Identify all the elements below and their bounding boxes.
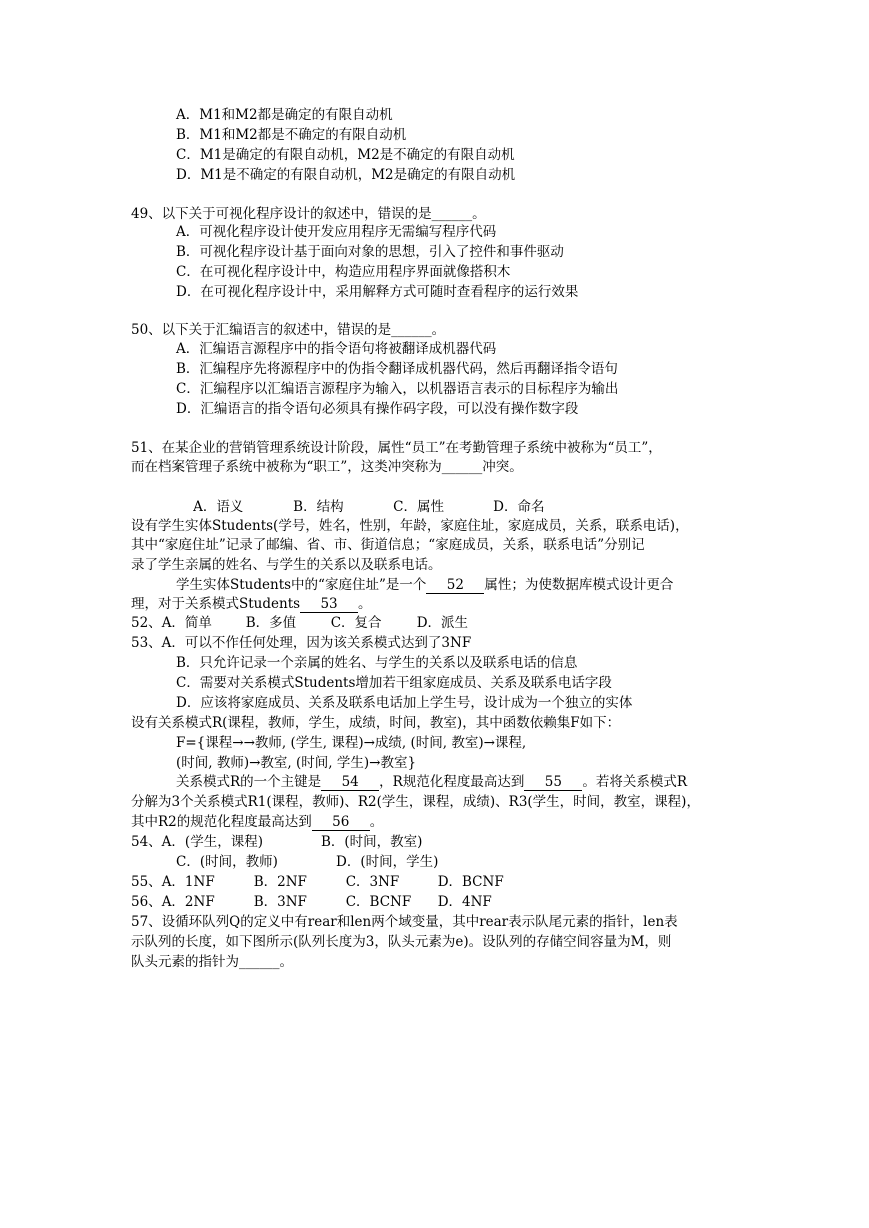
q56-option-d: D．4NF xyxy=(437,894,492,910)
q54-row2 xyxy=(176,852,438,872)
relation-line3-mid: ，R规范化程度最高达到 xyxy=(379,774,525,790)
blank-54: 54 xyxy=(321,774,379,791)
q54-option-b: B．(时间，教室) xyxy=(321,834,423,850)
q56-row xyxy=(131,892,492,912)
q56-label: 56、 xyxy=(131,894,162,910)
q56-option-c: C．BCNF xyxy=(345,894,412,910)
blank-53: 53 xyxy=(300,596,358,613)
q54-option-a: 54、A．(学生，课程) xyxy=(131,834,263,850)
students-line4-text: 学生实体Students中的“家庭住址”是一个 xyxy=(176,577,427,593)
relation-line4: 分解为3个关系模式R1(课程，教师)、R2(学生，课程，成绩)、R3(学生，时间，教室，课程)， xyxy=(131,794,700,810)
students-line4-rest: 属性；为使数据库模式设计更合 xyxy=(484,577,674,593)
q51-option-c: C．属性 xyxy=(393,499,445,515)
q51-option-b: B．结构 xyxy=(293,499,344,515)
relation-line3-text: 关系模式R的一个主键是 xyxy=(176,774,322,790)
q49-stem: 49、以下关于可视化程序设计的叙述中，错误的是______。 xyxy=(131,206,486,222)
q51-option-d: D．命名 xyxy=(493,499,545,515)
relation-line5-rest: 。 xyxy=(369,814,384,830)
q57-line1: 57、设循环队列Q的定义中有rear和len两个域变量，其中rear表示队尾元素的指针，len表 xyxy=(131,914,678,930)
q48-option-b: B．M1和M2都是不确定的有限自动机 xyxy=(176,127,407,143)
q51-stem-line1: 51、在某企业的营销管理系统设计阶段，属性“员工”在考勤管理子系统中被称为“员工”， xyxy=(131,440,662,456)
q48-option-a: A．M1和M2都是确定的有限自动机 xyxy=(176,107,393,123)
q55-option-b: B．2NF xyxy=(253,874,307,890)
students-line5-rest: 。 xyxy=(358,596,372,612)
q57-line3: 队头元素的指针为______。 xyxy=(131,954,293,970)
q48-option-d: D．M1是不确定的有限自动机，M2是确定的有限自动机 xyxy=(176,167,516,183)
students-line2: 其中“家庭住址”记录了邮编、省、市、街道信息；“家庭成员，关系，联系电话”分别记 xyxy=(131,537,645,553)
q49-option-c: C．在可视化程序设计中，构造应用程序界面就像搭积木 xyxy=(176,264,511,280)
q52-row xyxy=(131,613,468,633)
q48-option-c: C．M1是确定的有限自动机，M2是不确定的有限自动机 xyxy=(176,147,515,163)
students-line5-text: 理，对于关系模式Students xyxy=(131,596,301,612)
q55-option-a: A．1NF xyxy=(161,874,215,890)
relation-fd-line1: F={课程→→教师, (学生, 课程)→成绩, (时间, 教室)→课程, xyxy=(176,735,527,751)
q51-option-a: A．语义 xyxy=(193,499,244,515)
q55-label: 55、 xyxy=(131,874,162,890)
q53-option-d: D．应该将家庭成员、关系及联系电话加上学生号，设计成为一个独立的实体 xyxy=(176,695,633,711)
relation-line3-rest: 。若将关系模式R xyxy=(582,774,688,790)
blank-52: 52 xyxy=(426,577,484,594)
students-line3: 录了学生亲属的姓名、与学生的关系以及联系电话。 xyxy=(131,557,442,573)
blank-56: 56 xyxy=(312,814,370,831)
students-line4 xyxy=(176,575,673,595)
q54-row1 xyxy=(131,832,422,852)
q51-stem-line2: 而在档案管理子系统中被称为“职工”，这类冲突称为______冲突。 xyxy=(131,459,523,475)
q52-option-d: D．派生 xyxy=(416,615,469,631)
relation-line1: 设有关系模式R(课程，教师，学生，成绩，时间，教室)，其中函数依赖集F如下： xyxy=(131,715,621,731)
q50-option-d: D．汇编语言的指令语句必须具有操作码字段，可以没有操作数字段 xyxy=(176,401,579,417)
students-line5 xyxy=(131,594,372,614)
relation-line5 xyxy=(131,812,383,832)
q56-option-a: A．2NF xyxy=(161,894,215,910)
q54-option-c: C．(时间，教师) xyxy=(176,854,278,870)
q50-option-b: B．汇编程序先将源程序中的伪指令翻译成机器代码，然后再翻译指令语句 xyxy=(176,361,618,377)
q53-option-a: 53、A．可以不作任何处理，因为该关系模式达到了3NF xyxy=(131,635,472,651)
q53-option-b: B．只允许记录一个亲属的姓名、与学生的关系以及联系电话的信息 xyxy=(176,655,578,671)
students-line1: 设有学生实体Students(学号，姓名，性别，年龄，家庭住址，家庭成员，关系，联系电话)， xyxy=(131,518,689,534)
q52-option-a: A．简单 xyxy=(161,615,212,631)
relation-fd-line2: (时间, 教师)→教室, (时间, 学生)→教室} xyxy=(176,755,417,771)
q50-stem: 50、以下关于汇编语言的叙述中，错误的是______。 xyxy=(131,322,446,338)
q52-label: 52、 xyxy=(131,615,162,631)
q49-option-a: A．可视化程序设计使开发应用程序无需编写程序代码 xyxy=(176,224,497,240)
q49-option-d: D．在可视化程序设计中，采用解释方式可随时查看程序的运行效果 xyxy=(176,284,579,300)
q50-option-c: C．汇编程序以汇编语言源程序为输入，以机器语言表示的目标程序为输出 xyxy=(176,381,619,397)
q54-option-d: D．(时间，学生) xyxy=(336,854,439,870)
q57-line2: 示队列的长度，如下图所示(队列长度为3，队头元素为e)。设队列的存储空间容量为M，则 xyxy=(131,934,672,950)
q49-option-b: B．可视化程序设计基于面向对象的思想，引入了控件和事件驱动 xyxy=(176,244,564,260)
q55-row xyxy=(131,872,504,892)
q52-option-b: B．多值 xyxy=(245,615,297,631)
blank-55: 55 xyxy=(524,774,582,791)
q56-option-b: B．3NF xyxy=(253,894,307,910)
q55-option-c: C．3NF xyxy=(345,874,400,890)
q50-option-a: A．汇编语言源程序中的指令语句将被翻译成机器代码 xyxy=(176,341,497,357)
relation-line5-text: 其中R2的规范化程度最高达到 xyxy=(131,814,312,830)
q53-option-c: C．需要对关系模式Students增加若干组家庭成员、关系及联系电话字段 xyxy=(176,675,612,691)
q52-option-c: C．复合 xyxy=(330,615,382,631)
q55-option-d: D．BCNF xyxy=(437,874,504,890)
relation-line3 xyxy=(176,772,687,792)
